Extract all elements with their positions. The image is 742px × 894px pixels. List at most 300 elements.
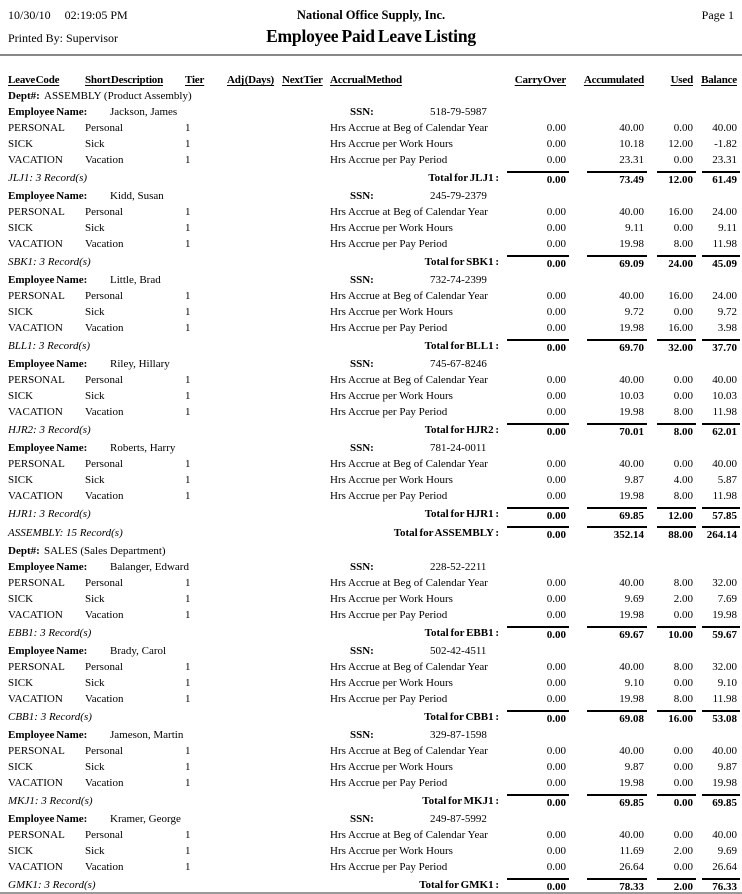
leave-row — [8, 388, 740, 404]
ssn-label: SSN: — [350, 728, 374, 741]
leave-tier: 1 — [185, 321, 191, 334]
leave-accumulated: 40.00 — [619, 660, 644, 673]
employee-name-label: Employee Name: — [8, 105, 88, 118]
leave-accrual-method: Hrs Accrue per Pay Period — [330, 608, 448, 621]
leave-short-description: Personal — [85, 576, 123, 589]
leave-code: PERSONAL — [8, 205, 65, 218]
leave-accumulated: 19.98 — [619, 237, 644, 250]
total-accumulated: 69.08 — [587, 710, 647, 726]
header-row-2 — [8, 26, 734, 47]
leave-short-description: Vacation — [85, 489, 124, 502]
leave-carry-over: 0.00 — [546, 828, 566, 841]
leave-short-description: Sick — [85, 473, 105, 486]
leave-used: 12.00 — [668, 137, 693, 150]
leave-accumulated: 40.00 — [619, 373, 644, 386]
record-count-note: ASSEMBLY: 15 Record(s) — [8, 527, 123, 539]
leave-short-description: Sick — [85, 844, 105, 857]
leave-code: SICK — [8, 221, 34, 234]
leave-used: 0.00 — [673, 760, 693, 773]
report-datetime — [8, 8, 297, 23]
leave-accumulated: 40.00 — [619, 205, 644, 218]
total-label: Total for MKJ1 : — [422, 795, 499, 807]
leave-used: 16.00 — [668, 321, 693, 334]
leave-tier: 1 — [185, 237, 191, 250]
ssn-value: 249-87-5992 — [430, 812, 487, 825]
leave-carry-over: 0.00 — [546, 221, 566, 234]
record-count-note: JLJ1: 3 Record(s) — [8, 172, 88, 184]
total-balance: 53.08 — [702, 710, 740, 726]
employee-name-label: Employee Name: — [8, 441, 88, 454]
leave-code: SICK — [8, 592, 34, 605]
leave-accrual-method: Hrs Accrue per Pay Period — [330, 489, 448, 502]
leave-short-description: Vacation — [85, 692, 124, 705]
leave-carry-over: 0.00 — [546, 373, 566, 386]
leave-row — [8, 152, 740, 168]
leave-accumulated: 9.10 — [624, 676, 644, 689]
leave-row — [8, 775, 740, 791]
leave-accrual-method: Hrs Accrue per Work Hours — [330, 389, 453, 402]
total-label: Total for ASSEMBLY : — [393, 527, 499, 539]
dept-row — [8, 88, 740, 104]
leave-accumulated: 19.98 — [619, 608, 644, 621]
leave-tier: 1 — [185, 760, 191, 773]
dept-row — [8, 543, 740, 559]
leave-carry-over: 0.00 — [546, 321, 566, 334]
leave-row — [8, 456, 740, 472]
total-carry-over: 0.00 — [507, 794, 569, 810]
employee-total-row — [8, 793, 740, 810]
leave-accrual-method: Hrs Accrue per Work Hours — [330, 676, 453, 689]
total-label: Total for SBK1 : — [424, 256, 499, 268]
total-accumulated: 352.14 — [587, 526, 647, 542]
leave-used: 8.00 — [673, 405, 693, 418]
leave-row — [8, 607, 740, 623]
dept-name: ASSEMBLY (Product Assembly) — [44, 89, 192, 102]
leave-balance: 40.00 — [712, 744, 737, 757]
col-carry-over: Carry Over — [514, 74, 566, 86]
total-accumulated: 78.33 — [587, 878, 647, 894]
total-label: Total for HJR1 : — [424, 508, 499, 520]
leave-row — [8, 575, 740, 591]
leave-balance: 19.98 — [712, 776, 737, 789]
leave-accumulated: 10.18 — [619, 137, 644, 150]
leave-accrual-method: Hrs Accrue per Work Hours — [330, 305, 453, 318]
leave-tier: 1 — [185, 405, 191, 418]
leave-code: SICK — [8, 389, 34, 402]
employee-total-row — [8, 170, 740, 187]
leave-balance: 7.69 — [717, 592, 737, 605]
leave-balance: 11.98 — [712, 489, 737, 502]
leave-accrual-method: Hrs Accrue per Pay Period — [330, 153, 448, 166]
employee-name: Roberts, Harry — [110, 441, 176, 454]
leave-row — [8, 472, 740, 488]
employee-total-row — [8, 625, 740, 642]
total-carry-over: 0.00 — [507, 710, 569, 726]
leave-tier: 1 — [185, 489, 191, 502]
total-used: 16.00 — [657, 710, 696, 726]
leave-row — [8, 304, 740, 320]
leave-code: PERSONAL — [8, 828, 65, 841]
employee-name: Kramer, George — [110, 812, 181, 825]
leave-code: PERSONAL — [8, 576, 65, 589]
leave-accrual-method: Hrs Accrue per Work Hours — [330, 592, 453, 605]
leave-short-description: Personal — [85, 121, 123, 134]
total-carry-over: 0.00 — [507, 526, 569, 542]
leave-row — [8, 591, 740, 607]
leave-used: 8.00 — [673, 660, 693, 673]
leave-balance: 26.64 — [712, 860, 737, 873]
leave-used: 16.00 — [668, 205, 693, 218]
leave-short-description: Personal — [85, 457, 123, 470]
leave-tier: 1 — [185, 137, 191, 150]
leave-tier: 1 — [185, 828, 191, 841]
leave-accrual-method: Hrs Accrue at Beg of Calendar Year — [330, 744, 488, 757]
total-carry-over: 0.00 — [507, 626, 569, 642]
leave-used: 0.00 — [673, 860, 693, 873]
leave-short-description: Vacation — [85, 608, 124, 621]
employee-name: Jameson, Martin — [110, 728, 184, 741]
employee-total-row — [8, 338, 740, 355]
total-accumulated: 69.85 — [587, 507, 647, 523]
leave-tier: 1 — [185, 608, 191, 621]
leave-row — [8, 859, 740, 875]
leave-carry-over: 0.00 — [546, 121, 566, 134]
leave-used: 8.00 — [673, 237, 693, 250]
leave-balance: 11.98 — [712, 692, 737, 705]
total-label: Total for EBB1 : — [424, 627, 499, 639]
leave-tier: 1 — [185, 660, 191, 673]
record-count-note: GMK1: 3 Record(s) — [8, 879, 96, 891]
record-count-note: SBK1: 3 Record(s) — [8, 256, 91, 268]
leave-balance: 11.98 — [712, 237, 737, 250]
leave-used: 0.00 — [673, 389, 693, 402]
leave-tier: 1 — [185, 744, 191, 757]
leave-row — [8, 488, 740, 504]
leave-short-description: Personal — [85, 744, 123, 757]
employee-name: Riley, Hillary — [110, 357, 170, 370]
leave-carry-over: 0.00 — [546, 860, 566, 873]
ssn-value: 518-79-5987 — [430, 105, 487, 118]
leave-accumulated: 19.98 — [619, 489, 644, 502]
leave-accumulated: 10.03 — [619, 389, 644, 402]
leave-balance: 19.98 — [712, 608, 737, 621]
leave-short-description: Vacation — [85, 237, 124, 250]
employee-total-row — [8, 709, 740, 726]
leave-short-description: Personal — [85, 828, 123, 841]
leave-row — [8, 288, 740, 304]
leave-balance: 9.10 — [717, 676, 737, 689]
ssn-value: 329-87-1598 — [430, 728, 487, 741]
leave-code: PERSONAL — [8, 121, 65, 134]
leave-short-description: Sick — [85, 676, 105, 689]
leave-accumulated: 11.69 — [619, 844, 644, 857]
ssn-label: SSN: — [350, 560, 374, 573]
report-title: Employee Paid Leave Listing — [266, 26, 476, 46]
employee-name-label: Employee Name: — [8, 357, 88, 370]
employee-name-label: Employee Name: — [8, 812, 88, 825]
leave-code: VACATION — [8, 860, 63, 873]
leave-used: 8.00 — [673, 692, 693, 705]
leave-carry-over: 0.00 — [546, 776, 566, 789]
leave-short-description: Vacation — [85, 153, 124, 166]
total-label: Total for JLJ1 : — [428, 172, 499, 184]
leave-carry-over: 0.00 — [546, 205, 566, 218]
leave-accumulated: 9.11 — [625, 221, 644, 234]
total-accumulated: 69.85 — [587, 794, 647, 810]
leave-row — [8, 843, 740, 859]
leave-used: 0.00 — [673, 153, 693, 166]
leave-used: 0.00 — [673, 121, 693, 134]
leave-accrual-method: Hrs Accrue at Beg of Calendar Year — [330, 289, 488, 302]
leave-accumulated: 40.00 — [619, 121, 644, 134]
leave-accrual-method: Hrs Accrue per Pay Period — [330, 321, 448, 334]
printed-by: Printed By: Supervisor — [8, 31, 118, 45]
col-balance: Balance — [701, 74, 737, 86]
total-balance: 62.01 — [702, 423, 740, 439]
leave-balance: 9.69 — [717, 844, 737, 857]
company-name: National Office Supply, Inc. — [296, 8, 446, 22]
leave-tier: 1 — [185, 860, 191, 873]
leave-tier: 1 — [185, 457, 191, 470]
leave-tier: 1 — [185, 692, 191, 705]
leave-used: 8.00 — [673, 489, 693, 502]
leave-tier: 1 — [185, 776, 191, 789]
leave-tier: 1 — [185, 305, 191, 318]
leave-balance: 11.98 — [712, 405, 737, 418]
ssn-label: SSN: — [350, 441, 374, 454]
leave-tier: 1 — [185, 289, 191, 302]
report-date: 10/30/10 — [8, 8, 51, 22]
employee-total-row — [8, 422, 740, 439]
leave-accumulated: 26.64 — [619, 860, 644, 873]
leave-tier: 1 — [185, 389, 191, 402]
employee-row — [8, 727, 740, 743]
leave-tier: 1 — [185, 576, 191, 589]
record-count-note: HJR1: 3 Record(s) — [8, 508, 91, 520]
total-accumulated: 69.67 — [587, 626, 647, 642]
ssn-value: 745-67-8246 — [430, 357, 487, 370]
leave-short-description: Personal — [85, 205, 123, 218]
leave-short-description: Personal — [85, 660, 123, 673]
leave-accumulated: 19.98 — [619, 776, 644, 789]
leave-code: SICK — [8, 844, 34, 857]
col-adj-days: Adj (Days) — [227, 74, 275, 86]
employee-name: Kidd, Susan — [110, 189, 164, 202]
record-count-note: BLL1: 3 Record(s) — [8, 340, 91, 352]
leave-row — [8, 404, 740, 420]
leave-carry-over: 0.00 — [546, 289, 566, 302]
leave-code: SICK — [8, 137, 34, 150]
leave-row — [8, 759, 740, 775]
leave-accrual-method: Hrs Accrue at Beg of Calendar Year — [330, 660, 488, 673]
leave-balance: 9.11 — [718, 221, 737, 234]
report-body — [0, 86, 742, 894]
record-count-note: MKJ1: 3 Record(s) — [8, 795, 93, 807]
leave-carry-over: 0.00 — [546, 676, 566, 689]
total-used: 12.00 — [657, 171, 696, 187]
leave-short-description: Personal — [85, 373, 123, 386]
leave-carry-over: 0.00 — [546, 137, 566, 150]
leave-carry-over: 0.00 — [546, 389, 566, 402]
leave-carry-over: 0.00 — [546, 473, 566, 486]
employee-name-label: Employee Name: — [8, 273, 88, 286]
leave-used: 2.00 — [673, 844, 693, 857]
leave-row — [8, 675, 740, 691]
leave-accumulated: 19.98 — [619, 405, 644, 418]
leave-code: PERSONAL — [8, 660, 65, 673]
leave-code: VACATION — [8, 153, 63, 166]
leave-balance: 40.00 — [712, 457, 737, 470]
ssn-value: 781-24-0011 — [430, 441, 487, 454]
employee-name-label: Employee Name: — [8, 644, 88, 657]
leave-balance: 3.98 — [717, 321, 737, 334]
leave-tier: 1 — [185, 676, 191, 689]
leave-balance: 40.00 — [712, 373, 737, 386]
employee-name: Balanger, Edward — [110, 560, 189, 573]
leave-balance: 9.72 — [717, 305, 737, 318]
ssn-label: SSN: — [350, 812, 374, 825]
employee-row — [8, 559, 740, 575]
record-count-note: CBB1: 3 Record(s) — [8, 711, 92, 723]
total-carry-over: 0.00 — [507, 339, 569, 355]
leave-carry-over: 0.00 — [546, 405, 566, 418]
column-header-row — [0, 56, 742, 86]
leave-short-description: Sick — [85, 221, 105, 234]
leave-row — [8, 743, 740, 759]
leave-accrual-method: Hrs Accrue per Work Hours — [330, 844, 453, 857]
ssn-value: 245-79-2379 — [430, 189, 487, 202]
leave-balance: 5.87 — [717, 473, 737, 486]
col-next-tier: Next Tier — [282, 74, 323, 86]
leave-balance: 24.00 — [712, 205, 737, 218]
leave-accrual-method: Hrs Accrue at Beg of Calendar Year — [330, 373, 488, 386]
ssn-label: SSN: — [350, 189, 374, 202]
total-accumulated: 70.01 — [587, 423, 647, 439]
total-balance: 76.33 — [702, 878, 740, 894]
leave-balance: 24.00 — [712, 289, 737, 302]
leave-row — [8, 236, 740, 252]
total-carry-over: 0.00 — [507, 255, 569, 271]
leave-short-description: Sick — [85, 389, 105, 402]
total-used: 10.00 — [657, 626, 696, 642]
leave-row — [8, 136, 740, 152]
col-accrual-method: Accrual Method — [330, 74, 402, 86]
col-short-description: Short Description — [85, 74, 164, 86]
leave-tier: 1 — [185, 592, 191, 605]
employee-name-label: Employee Name: — [8, 560, 88, 573]
leave-row — [8, 320, 740, 336]
leave-code: PERSONAL — [8, 457, 65, 470]
employee-name: Brady, Carol — [110, 644, 167, 657]
leave-tier: 1 — [185, 844, 191, 857]
leave-carry-over: 0.00 — [546, 305, 566, 318]
leave-used: 16.00 — [668, 289, 693, 302]
leave-code: SICK — [8, 305, 34, 318]
leave-accumulated: 40.00 — [619, 828, 644, 841]
total-used: 24.00 — [657, 255, 696, 271]
record-count-note: EBB1: 3 Record(s) — [8, 627, 92, 639]
leave-accumulated: 40.00 — [619, 457, 644, 470]
col-used: Used — [670, 74, 693, 86]
total-used: 2.00 — [657, 878, 696, 894]
total-carry-over: 0.00 — [507, 423, 569, 439]
leave-tier: 1 — [185, 153, 191, 166]
total-label: Total for GMK1 : — [419, 879, 499, 891]
leave-accumulated: 40.00 — [619, 744, 644, 757]
leave-tier: 1 — [185, 205, 191, 218]
leave-row — [8, 372, 740, 388]
total-balance: 37.70 — [702, 339, 740, 355]
leave-balance: 9.87 — [717, 760, 737, 773]
leave-tier: 1 — [185, 473, 191, 486]
leave-tier: 1 — [185, 373, 191, 386]
col-tier: Tier — [185, 74, 205, 86]
dept-label: Dept#: — [8, 89, 40, 102]
leave-accrual-method: Hrs Accrue per Work Hours — [330, 760, 453, 773]
leave-code: VACATION — [8, 776, 63, 789]
leave-used: 0.00 — [673, 373, 693, 386]
total-accumulated: 69.70 — [587, 339, 647, 355]
leave-used: 0.00 — [673, 608, 693, 621]
leave-short-description: Sick — [85, 760, 105, 773]
leave-balance: 10.03 — [712, 389, 737, 402]
leave-carry-over: 0.00 — [546, 692, 566, 705]
leave-accumulated: 23.31 — [619, 153, 644, 166]
leave-tier: 1 — [185, 121, 191, 134]
leave-code: VACATION — [8, 608, 63, 621]
ssn-value: 732-74-2399 — [430, 273, 487, 286]
leave-code: SICK — [8, 760, 34, 773]
total-balance: 61.49 — [702, 171, 740, 187]
total-used: 8.00 — [657, 423, 696, 439]
leave-carry-over: 0.00 — [546, 576, 566, 589]
total-balance: 69.85 — [702, 794, 740, 810]
leave-code: VACATION — [8, 405, 63, 418]
leave-code: SICK — [8, 676, 34, 689]
employee-name: Little, Brad — [110, 273, 161, 286]
leave-balance: 32.00 — [712, 576, 737, 589]
leave-row — [8, 220, 740, 236]
leave-accumulated: 9.87 — [624, 760, 644, 773]
leave-carry-over: 0.00 — [546, 844, 566, 857]
leave-carry-over: 0.00 — [546, 237, 566, 250]
report-header — [0, 0, 742, 47]
leave-accrual-method: Hrs Accrue per Pay Period — [330, 860, 448, 873]
employee-row — [8, 272, 740, 288]
total-carry-over: 0.00 — [507, 878, 569, 894]
leave-accrual-method: Hrs Accrue per Pay Period — [330, 692, 448, 705]
ssn-label: SSN: — [350, 357, 374, 370]
leave-row — [8, 827, 740, 843]
leave-code: PERSONAL — [8, 744, 65, 757]
leave-row — [8, 204, 740, 220]
leave-accrual-method: Hrs Accrue at Beg of Calendar Year — [330, 457, 488, 470]
total-carry-over: 0.00 — [507, 171, 569, 187]
leave-used: 0.00 — [673, 828, 693, 841]
leave-code: VACATION — [8, 692, 63, 705]
leave-used: 0.00 — [673, 776, 693, 789]
employee-row — [8, 188, 740, 204]
leave-code: VACATION — [8, 237, 63, 250]
total-used: 12.00 — [657, 507, 696, 523]
leave-carry-over: 0.00 — [546, 489, 566, 502]
leave-carry-over: 0.00 — [546, 608, 566, 621]
ssn-value: 502-42-4511 — [430, 644, 487, 657]
employee-row — [8, 811, 740, 827]
leave-row — [8, 659, 740, 675]
leave-short-description: Sick — [85, 137, 105, 150]
total-balance: 59.67 — [702, 626, 740, 642]
